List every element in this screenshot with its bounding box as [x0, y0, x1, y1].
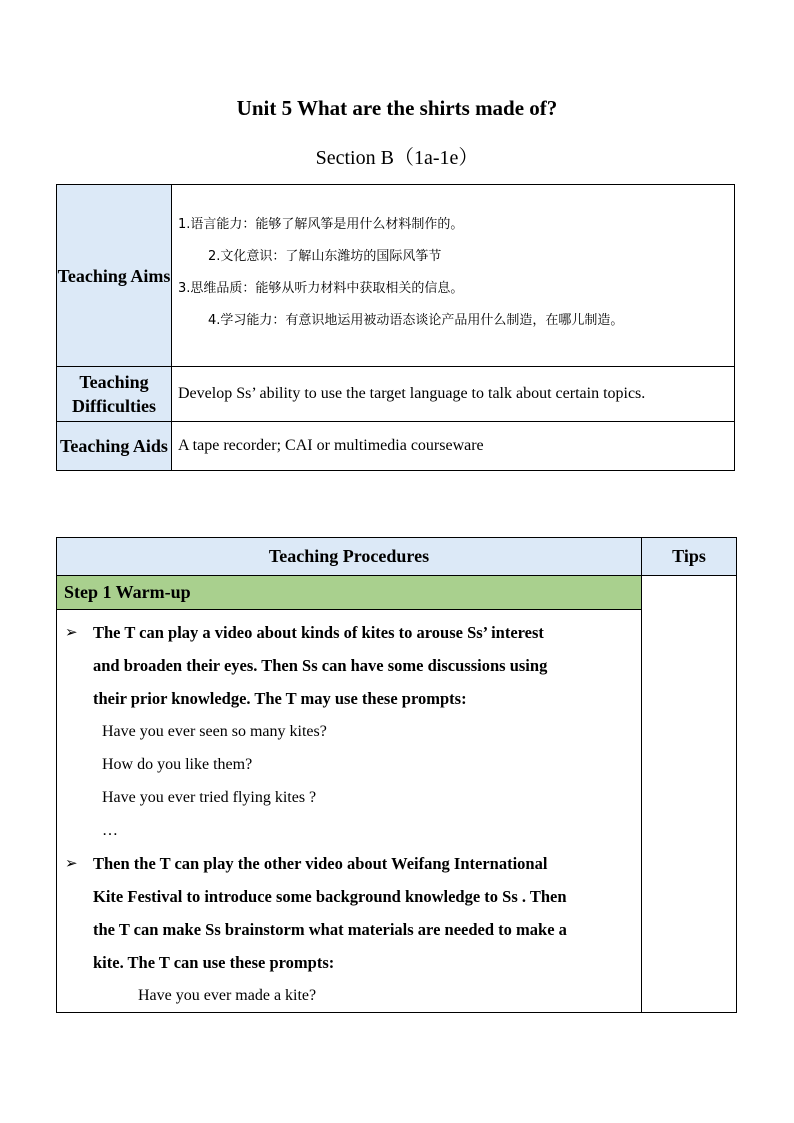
arrow-bullet-icon: ➢ [65, 854, 78, 872]
step1-title: Step 1 Warm-up [57, 576, 642, 610]
step1-row [57, 576, 737, 610]
bullet-line: The T can play a video about kinds of kites to arouse Ss’ interest [93, 623, 544, 642]
difficulties-label: Teaching Difficulties [57, 367, 172, 422]
teaching-info-table [56, 184, 735, 471]
page-subtitle: Section B（1a-1e） [315, 147, 479, 169]
aids-content: A tape recorder; CAI or multimedia courseware [172, 422, 735, 471]
aids-row [57, 422, 735, 471]
prompt-line: … [102, 822, 118, 839]
prompt-line: How do you like them? [102, 756, 253, 773]
bullet-line: Kite Festival to introduce some background knowledge to Ss . Then [93, 887, 567, 906]
aim-item: 1.语言能力：能够了解风筝是用什么材料制作的。 [178, 217, 464, 232]
procedures-header: Teaching Procedures [57, 538, 642, 576]
difficulties-content: Develop Ss’ ability to use the target language to talk about certain topics. [172, 367, 735, 422]
step1-content [57, 610, 642, 1013]
bullet-line: the T can make Ss brainstorm what materials are needed to make a [93, 920, 567, 939]
prompt-line: Have you ever made a kite? [138, 987, 317, 1004]
aim-item: 3.思维品质：能够从听力材料中获取相关的信息。 [178, 281, 464, 296]
bullet-line: and broaden their eyes. Then Ss can have some discussions using [93, 656, 548, 675]
aids-label: Teaching Aids [57, 422, 172, 471]
tips-header: Tips [642, 538, 737, 576]
bullet-line: their prior knowledge. The T may use these prompts: [93, 689, 467, 708]
procedures-header-row [57, 538, 737, 576]
aims-row [57, 185, 735, 367]
list-item [65, 847, 641, 979]
aim-item: 2.文化意识：了解山东潍坊的国际风筝节 [208, 249, 442, 264]
list-item [65, 616, 641, 715]
prompt-line: Have you ever tried flying kites ? [102, 789, 317, 806]
difficulties-row [57, 367, 735, 422]
step1-content-row [57, 610, 737, 1013]
page-title: Unit 5 What are the shirts made of? [236, 96, 558, 120]
prompt-line: Have you ever seen so many kites? [102, 723, 327, 740]
procedures-table [56, 537, 737, 1013]
bullet-line: Then the T can play the other video about Weifang International [93, 854, 548, 873]
aims-content [172, 185, 735, 367]
aims-label: Teaching Aims [57, 185, 172, 367]
arrow-bullet-icon: ➢ [65, 623, 78, 641]
bullet-line: kite. The T can use these prompts: [93, 953, 335, 972]
aim-item: 4.学习能力：有意识地运用被动语态谈论产品用什么制造，在哪儿制造。 [208, 313, 624, 328]
tips-cell [642, 576, 737, 1013]
